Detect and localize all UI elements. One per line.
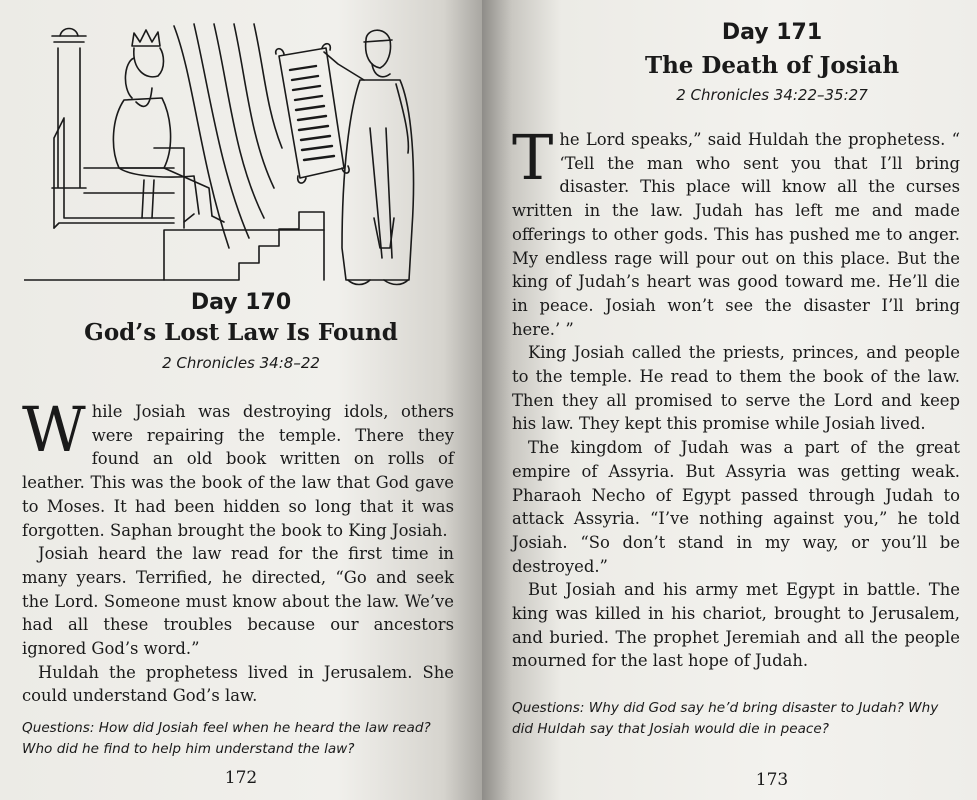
page-number: 173 [755, 770, 789, 790]
page-title: The Death of Josiah [644, 52, 900, 79]
day-label: Day 171 [721, 20, 823, 45]
questions: Questions: How did Josiah feel when he heard the law read? Who did he find to help him understand the law? [22, 720, 431, 757]
paragraph: King Josiah called the priests, princes, and people to the temple. He read to them the book of the law. Then they all promised to serve the Lord and keep his law. They kept this promise while Josiah lived. [512, 343, 960, 434]
body-text [22, 393, 454, 708]
drop-cap: T [512, 121, 554, 194]
paragraph: But Josiah and his army met Egypt in battle. The king was killed in his chariot, brought to Jerusalem, and buried. The prophet Jeremiah and all the people mourned for the last hope of Judah. [512, 580, 960, 671]
scripture-reference: 2 Chronicles 34:22–35:27 [676, 86, 868, 104]
illustration-king-and-scribe [24, 18, 454, 286]
paragraph: The kingdom of Judah was a part of the great empire of Assyria. But Assyria was getting weak. Pharaoh Necho of Egypt passed through Judah to attack Assyria. “I’ve nothing against you,” he told Josiah. “So don’t stand in my way, or you’ll be destroyed.” [512, 438, 960, 576]
left-page [0, 0, 482, 800]
page-number: 172 [224, 768, 258, 788]
questions: Questions: Why did God say he’d bring disaster to Judah? Why did Huldah say that Josiah would die in peace? [512, 700, 939, 737]
paragraph: While Josiah was destroying idols, others were repairing the temple. There they found an old book written on rolls of leather. This was the book of the law that God gave to Moses. It had been hidden so long that it was forgotten. Saphan brought the book to King Josiah. [22, 393, 454, 540]
paragraph: The Lord speaks,” said Huldah the prophetess. “ ‘Tell the man who sent you that I’ll bring disaster. This place will know all the curses written in the law. Judah has left me and made offerings to other gods. This has pushed me to anger. My endless rage will pour out on this place. But the king of Judah’s heart was good toward me. He’ll die in peace. Josiah won’t see the disaster I’ll bring here.’ ” [512, 121, 960, 339]
page-title: God’s Lost Law Is Found [84, 319, 398, 346]
right-page [482, 0, 977, 800]
day-label: Day 170 [190, 290, 292, 315]
paragraph: Josiah heard the law read for the first time in many years. Terrified, he directed, “Go and seek the Lord. Someone must know about the law. We’ve had all these troubles because our ancestors ignored God’s word.” [22, 544, 454, 659]
drop-cap: W [22, 393, 86, 466]
scripture-reference: 2 Chronicles 34:8–22 [162, 354, 320, 372]
paragraph: Huldah the prophetess lived in Jerusalem. She could understand God’s law. [22, 662, 454, 706]
body-text [512, 121, 960, 673]
